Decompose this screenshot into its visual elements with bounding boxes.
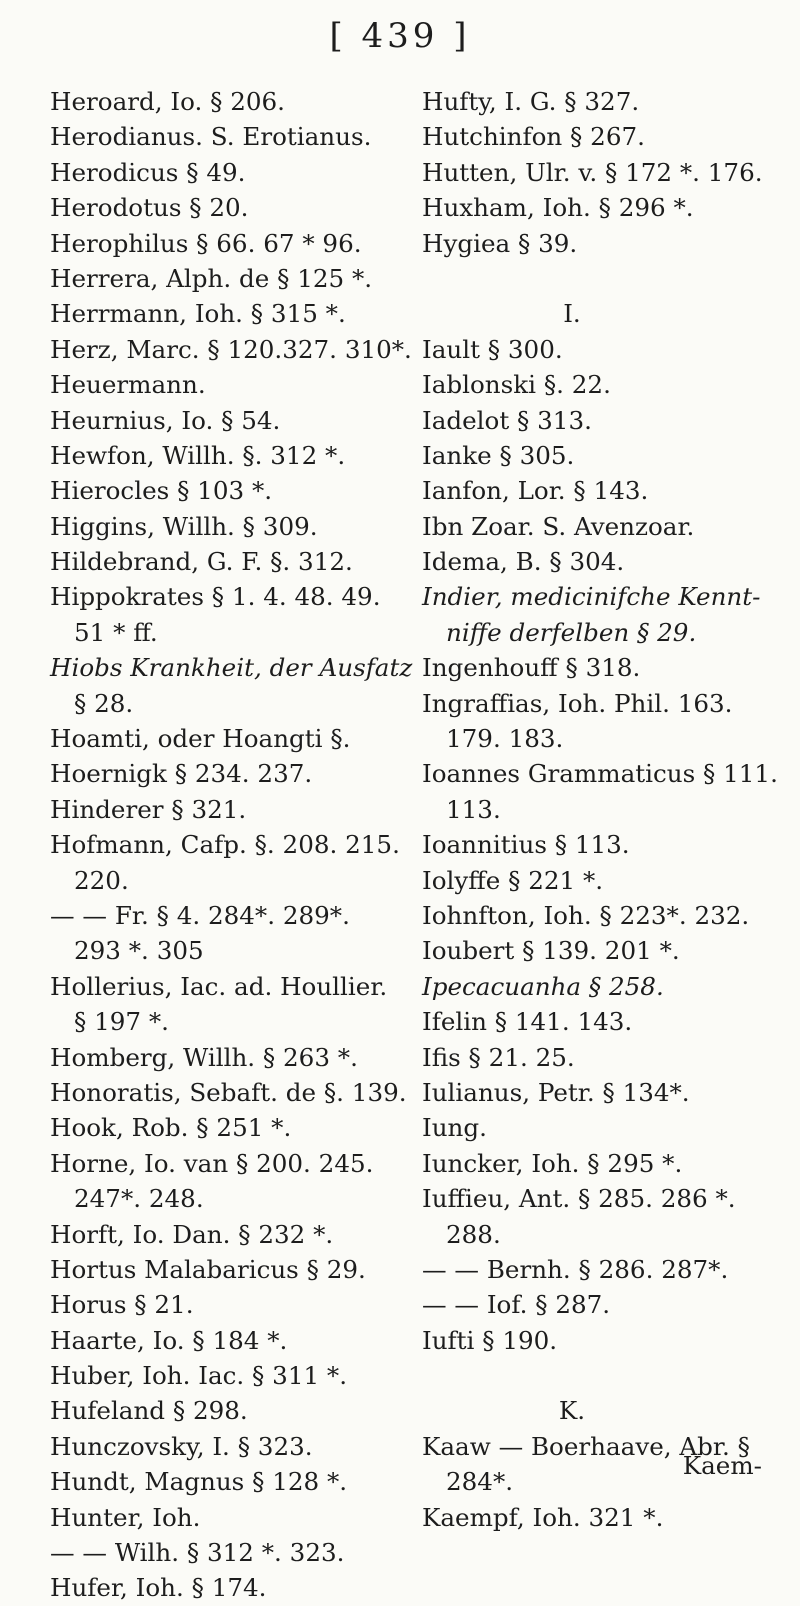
index-entry: § 28.	[74, 688, 134, 718]
index-entry: Horft, Io. Dan. § 232 *.	[50, 1219, 334, 1249]
blank-line	[422, 1358, 782, 1393]
index-entry: Ifis § 21. 25.	[422, 1042, 575, 1072]
index-entry: Horus § 21.	[50, 1290, 194, 1320]
index-entry: Hufty, I. G. § 327.	[422, 87, 640, 116]
index-entry: Huber, Ioh. Iac. § 311 *.	[50, 1361, 348, 1391]
index-entry: Kaaw — Boerhaave, Abr. §	[422, 1431, 750, 1461]
blank-line	[422, 261, 782, 296]
index-entry: Huxham, Ioh. § 296 *.	[422, 193, 694, 223]
index-entry: Herophilus § 66. 67 * 96.	[50, 228, 362, 258]
index-entry: Ifelin § 141. 143.	[422, 1007, 633, 1037]
index-entry: Iault § 300.	[422, 334, 563, 364]
index-entry: Herodotus § 20.	[50, 193, 249, 223]
index-entry: Heuermann.	[50, 370, 206, 400]
index-entry: Hiobs Krankheit, der Ausfatz	[50, 653, 413, 683]
index-entry: 293 *. 305	[74, 936, 204, 966]
index-entry: Hutchinfon § 267.	[422, 122, 645, 152]
index-entry: 284*.	[446, 1467, 514, 1497]
index-entry: Hunter, Ioh.	[50, 1502, 201, 1532]
index-entry: Horne, Io. van § 200. 245.	[50, 1148, 374, 1178]
index-entry: Hufeland § 298.	[50, 1396, 248, 1426]
index-entry: Ioannitius § 113.	[422, 830, 630, 860]
index-entry: — — Fr. § 4. 284*. 289*.	[50, 900, 350, 930]
index-column-right	[422, 84, 782, 1535]
index-entry: Ianke § 305.	[422, 440, 575, 470]
index-entry: Kaempf, Ioh. 321 *.	[422, 1502, 664, 1532]
index-entry: Iung.	[422, 1113, 487, 1143]
section-heading: I.	[563, 299, 581, 329]
index-entry: Hunczovsky, I. § 323.	[50, 1431, 313, 1461]
index-entry: Herz, Marc. § 120.327. 310*.	[50, 334, 412, 364]
index-entry: Haarte, Io. § 184 *.	[50, 1325, 288, 1355]
index-entry: Iolyffe § 221 *.	[422, 865, 604, 895]
index-entry: Hewfon, Willh. §. 312 *.	[50, 440, 346, 470]
index-entry: Iablonski §. 22.	[422, 370, 611, 400]
index-entry: Herodianus. S. Erotianus.	[50, 122, 372, 152]
index-entry: Hutten, Ulr. v. § 172 *. 176.	[422, 157, 763, 187]
index-entry: Hundt, Magnus § 128 *.	[50, 1467, 348, 1497]
index-entry: Herrera, Alph. de § 125 *.	[50, 263, 373, 293]
index-entry: Herodicus § 49.	[50, 157, 246, 187]
index-entry: niffe derfelben § 29.	[446, 617, 697, 647]
index-entry: Iulianus, Petr. § 134*.	[422, 1077, 690, 1107]
index-entry: Hufer, Ioh. § 174.	[50, 1573, 267, 1603]
index-entry: Ioubert § 139. 201 *.	[422, 936, 680, 966]
index-entry: Herrmann, Ioh. § 315 *.	[50, 299, 346, 329]
index-entry: Iufti § 190.	[422, 1325, 558, 1355]
index-entry: Iadelot § 313.	[422, 405, 592, 435]
index-entry: Iuffieu, Ant. § 285. 286 *.	[422, 1184, 736, 1214]
index-entry: Hoernigk § 234. 237.	[50, 759, 313, 789]
index-entry: Ipecacuanha § 258.	[422, 971, 664, 1001]
index-column-left	[50, 84, 413, 1606]
index-entry: Ingenhouff § 318.	[422, 653, 641, 683]
index-entry: Iohnfton, Ioh. § 223*. 232.	[422, 900, 750, 930]
section-heading: K.	[558, 1396, 586, 1426]
index-entry: 113.	[446, 794, 501, 824]
index-entry: Hortus Malabaricus § 29.	[50, 1254, 366, 1284]
index-entry: Hildebrand, G. F. §. 312.	[50, 547, 353, 577]
page-number: [ 439 ]	[329, 16, 471, 56]
index-entry: Idema, B. § 304.	[422, 547, 625, 577]
index-entry: Higgins, Willh. § 309.	[50, 511, 318, 541]
index-entry: — — Wilh. § 312 *. 323.	[50, 1538, 345, 1568]
index-entry: Hinderer § 321.	[50, 794, 247, 824]
index-entry: Ianfon, Lor. § 143.	[422, 476, 649, 506]
index-entry: 288.	[446, 1219, 501, 1249]
index-entry: Hofmann, Cafp. §. 208. 215.	[50, 830, 400, 860]
index-entry: Homberg, Willh. § 263 *.	[50, 1042, 358, 1072]
index-entry: Hook, Rob. § 251 *.	[50, 1113, 292, 1143]
index-entry: Heroard, Io. § 206.	[50, 87, 285, 116]
index-entry: Iuncker, Ioh. § 295 *.	[422, 1148, 683, 1178]
index-entry: Heurnius, Io. § 54.	[50, 405, 281, 435]
index-entry: 247*. 248.	[74, 1184, 204, 1214]
index-entry: Hygiea § 39.	[422, 228, 578, 258]
index-entry: Ibn Zoar. S. Avenzoar.	[422, 511, 695, 541]
index-entry: Honoratis, Sebaft. de §. 139.	[50, 1077, 407, 1107]
index-entry: Ioannes Grammaticus § 111.	[422, 759, 778, 789]
index-entry: Hippokrates § 1. 4. 48. 49.	[50, 582, 381, 612]
catchword: Kaem-	[682, 1451, 762, 1480]
index-entry: Hoamti, oder Hoangti §.	[50, 724, 351, 754]
index-entry: 179. 183.	[446, 724, 564, 754]
index-entry: Hollerius, Iac. ad. Houllier.	[50, 971, 388, 1001]
index-entry: Indier, medicinifche Kennt-	[422, 582, 761, 612]
index-entry: — — Iof. § 287.	[422, 1290, 611, 1320]
index-entry: § 197 *.	[74, 1007, 169, 1037]
index-entry: 51 * ff.	[74, 617, 158, 647]
index-entry: — — Bernh. § 286. 287*.	[422, 1254, 729, 1284]
index-entry: 220.	[74, 865, 129, 895]
index-entry: Hierocles § 103 *.	[50, 476, 273, 506]
index-entry: Ingraffias, Ioh. Phil. 163.	[422, 688, 733, 718]
